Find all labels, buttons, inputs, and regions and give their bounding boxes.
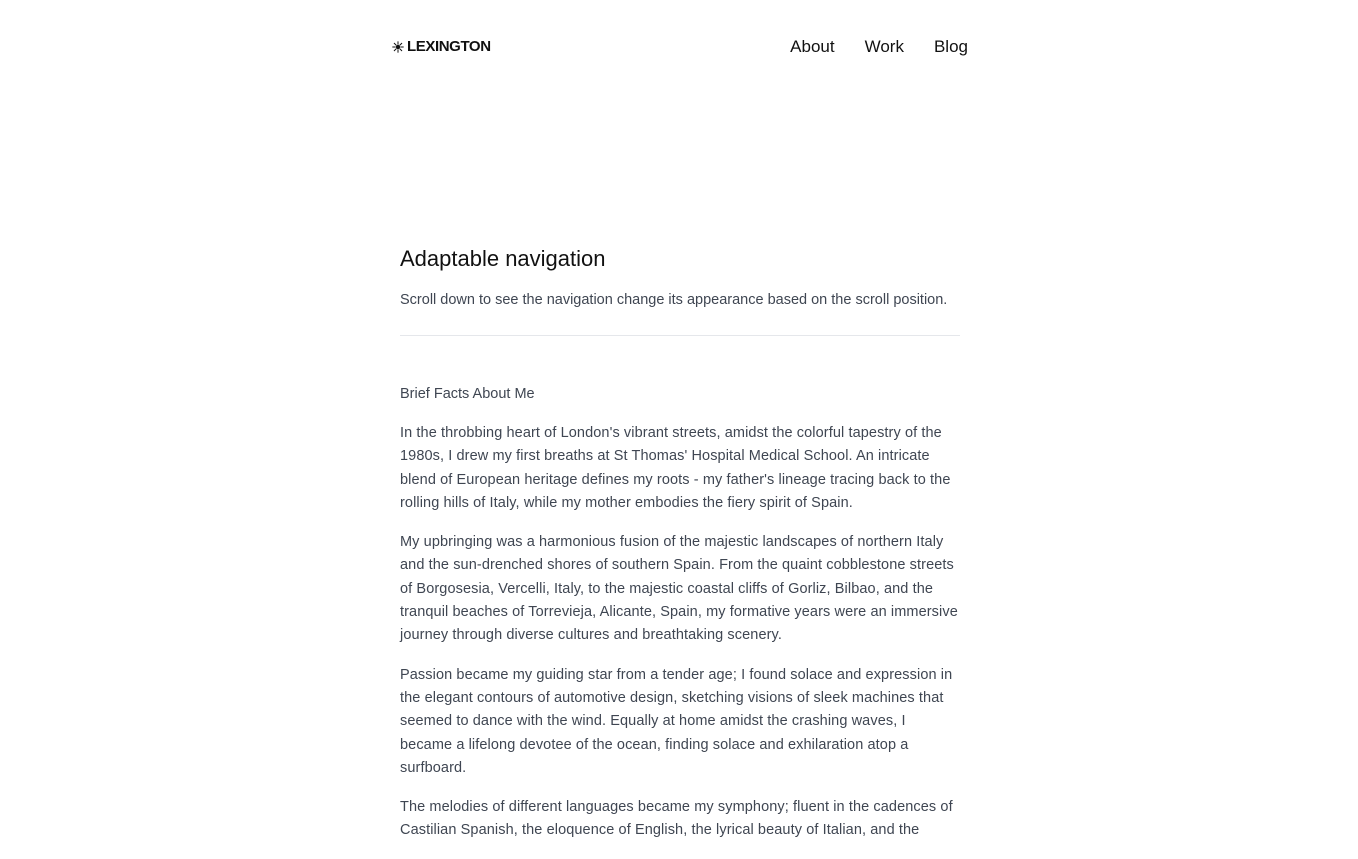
page-title: Adaptable navigation	[400, 246, 606, 271]
page-subtitle: Scroll down to see the navigation change its appearance based on the scroll position.	[400, 292, 948, 308]
section-divider	[400, 335, 960, 336]
article-paragraph: The melodies of different languages became my symphony; fluent in the cadences of Castilian Spanish, the eloquence of English, the lyrical beauty of Italian, and the	[400, 799, 953, 839]
nav-link-work[interactable]: Work	[864, 37, 904, 56]
nav-link-blog[interactable]: Blog	[933, 37, 968, 56]
article-paragraph: In the throbbing heart of London's vibrant streets, amidst the colorful tapestry of the 1980s, I drew my first breaths at St Thomas' Hospital Medical School. An intricate blend of European heritage defines my roots - my father's lineage tracing back to the rolling hills of Italy, while my mother embodies the fiery spirit of Spain.	[400, 425, 951, 511]
starburst-icon	[392, 41, 404, 53]
logo-text: LEXINGTON	[407, 38, 491, 55]
article-paragraph: Passion became my guiding star from a tender age; I found solace and expression in the elegant contours of automotive design, sketching visions of sleek machines that seemed to dance with the wind. Equally at home amidst the crashing waves, I became a lifelong devotee of the ocean, finding solace and exhilaration atop a surfboard.	[400, 666, 953, 776]
primary-nav	[790, 35, 968, 59]
logo-link[interactable]	[392, 37, 491, 57]
about-article	[400, 383, 960, 859]
nav-link-about[interactable]: About	[790, 37, 835, 56]
article-paragraph: My upbringing was a harmonious fusion of the majestic landscapes of northern Italy and the sun-drenched shores of southern Spain. From the quaint cobblestone streets of Borgosesia, Vercelli, Italy, to the majestic coastal cliffs of Gorliz, Bilbao, and the tranquil beaches of Torrevieja, Alicante, Spain, my formative years were an immersive journey through diverse cultures and breathtaking scenery.	[400, 534, 958, 644]
site-header	[0, 0, 1358, 94]
article-heading: Brief Facts About Me	[400, 386, 535, 402]
